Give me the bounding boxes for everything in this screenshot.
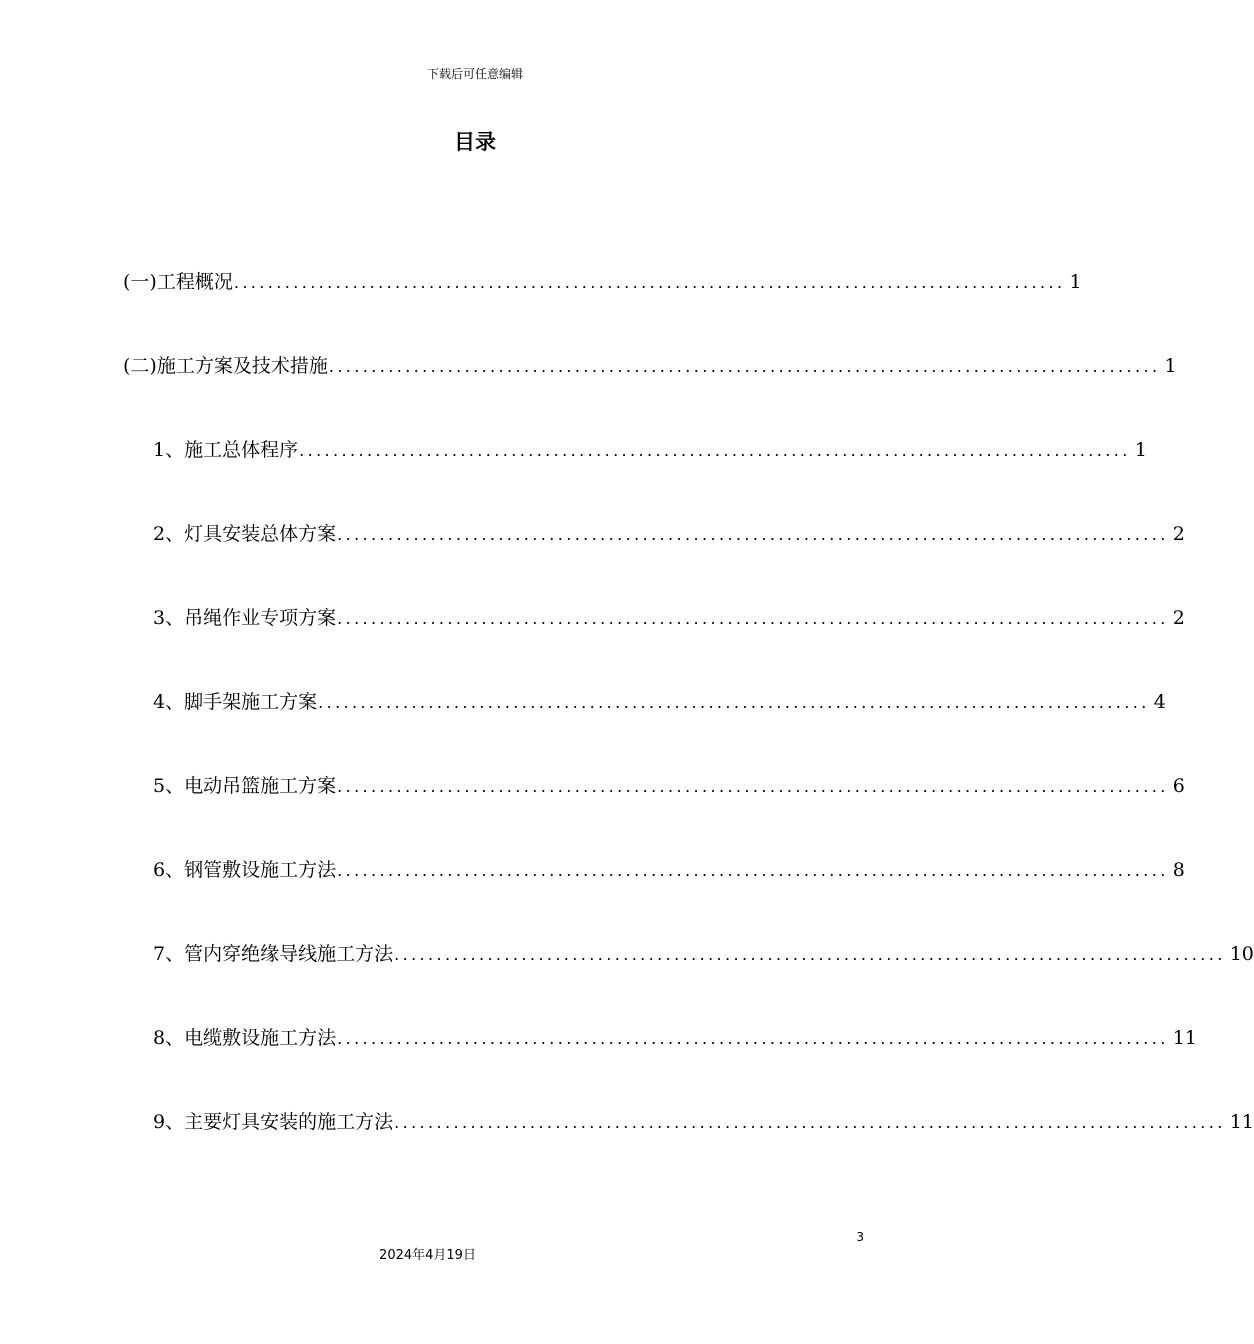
toc-entry[interactable] — [123, 352, 1177, 380]
toc-entry-page: 1 — [1164, 355, 1177, 377]
toc-leader-dots: .................................................................................................. — [394, 945, 1226, 964]
toc-entry-page: 11 — [1229, 1111, 1254, 1133]
toc-entry-page: 1 — [1134, 439, 1147, 461]
header-note: 下载后可任意编辑 — [426, 67, 523, 81]
toc-entry[interactable] — [123, 268, 1082, 296]
toc-entry-title: 5、电动吊篮施工方案 — [153, 775, 337, 797]
toc-entry[interactable] — [153, 688, 1166, 716]
page-number: 3 — [856, 1230, 864, 1244]
toc-entry[interactable] — [153, 772, 1185, 800]
toc-entry[interactable] — [153, 940, 1254, 968]
toc-leader-dots: .................................................................................................. — [328, 357, 1161, 376]
toc-entry-title: 2、灯具安装总体方案 — [153, 523, 337, 545]
toc-entry-title: 8、电缆敷设施工方法 — [153, 1027, 337, 1049]
toc-entry-page: 8 — [1172, 859, 1185, 881]
toc-entry-page: 6 — [1172, 775, 1185, 797]
toc-entry-title: (一)工程概况 — [123, 271, 233, 293]
toc-entry-page: 4 — [1153, 691, 1166, 713]
toc-entry-title: 3、吊绳作业专项方案 — [153, 607, 337, 629]
footer-date: 2024年4月19日 — [379, 1248, 476, 1263]
toc-entry-title: 4、脚手架施工方案 — [153, 691, 318, 713]
toc-entry-title: (二)施工方案及技术措施 — [123, 355, 328, 377]
toc-leader-dots: .................................................................................................. — [337, 1029, 1169, 1048]
toc-entry-page: 11 — [1172, 1027, 1197, 1049]
page-title: 目录 — [454, 130, 496, 154]
toc-entry[interactable] — [153, 520, 1185, 548]
toc-leader-dots: .................................................................................................. — [318, 693, 1150, 712]
toc-leader-dots: .................................................................................................. — [233, 273, 1066, 292]
toc-entry[interactable] — [153, 1024, 1197, 1052]
toc-entry-title: 9、主要灯具安装的施工方法 — [153, 1111, 394, 1133]
toc-entry-title: 1、施工总体程序 — [153, 439, 299, 461]
toc-leader-dots: .................................................................................................. — [299, 441, 1131, 460]
toc-leader-dots: .................................................................................................. — [394, 1113, 1226, 1132]
toc-leader-dots: .................................................................................................. — [337, 609, 1169, 628]
toc-entry-title: 6、钢管敷设施工方法 — [153, 859, 337, 881]
toc-entry[interactable] — [153, 856, 1185, 884]
toc-leader-dots: .................................................................................................. — [337, 777, 1169, 796]
toc-entry-page: 1 — [1069, 271, 1082, 293]
toc-entry[interactable] — [153, 604, 1185, 632]
toc-leader-dots: .................................................................................................. — [337, 525, 1169, 544]
toc-entry[interactable] — [153, 1108, 1254, 1136]
toc-entry[interactable] — [153, 436, 1147, 464]
toc-entry-page: 2 — [1172, 607, 1185, 629]
toc-leader-dots: .................................................................................................. — [337, 861, 1169, 880]
toc-entry-page: 10 — [1229, 943, 1254, 965]
toc-entry-page: 2 — [1172, 523, 1185, 545]
toc-entry-title: 7、管内穿绝缘导线施工方法 — [153, 943, 394, 965]
